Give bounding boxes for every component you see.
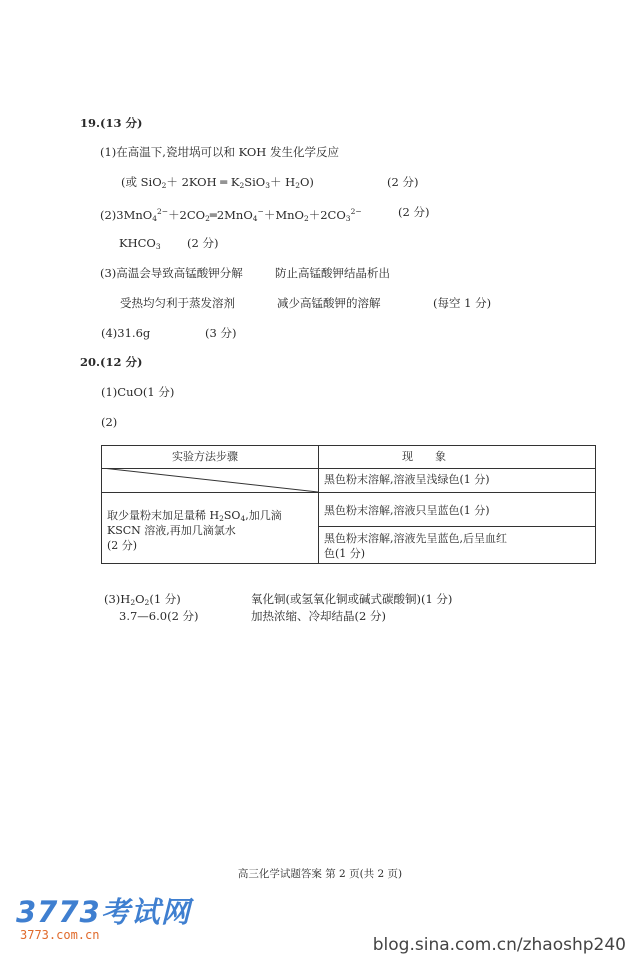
table-method-line2: KSCN 溶液,再加几滴氯水 (107, 524, 236, 537)
table-row-divider-1 (318, 492, 595, 493)
site-logo (16, 896, 191, 942)
q20-part3-ph-range: 3.7—6.0(2 分) (119, 609, 199, 623)
table-header-phenomenon: 现 象 (402, 450, 446, 463)
q20-part2: (2) (101, 415, 118, 429)
table-method-line1: 取少量粉末加足量稀 $H_2SO_4$,加几滴 (107, 509, 282, 523)
table-row1-phenomenon: 黑色粉末溶解,溶液只呈蓝色(1 分) (324, 504, 490, 517)
blog-watermark: blog.sina.com.cn/zhaoshp240 (372, 935, 626, 955)
q19-part3-answer1: (3)高温会导致高锰酸钾分解 (100, 266, 243, 280)
table-method-divider (102, 492, 318, 493)
table-row2-phenomenon-line1: 黑色粉末溶解,溶液先呈蓝色,后呈血红 (324, 532, 507, 545)
q19-equation2: $(2)3MnO_4^{2-}+2CO_2═2MnO_4^-+MnO_2+2CO_3^{2-}$ (100, 207, 362, 223)
q19-part4: (4)31.6g (101, 326, 151, 340)
table-diagonal-line (102, 468, 318, 492)
table-method-line3: (2 分) (107, 539, 138, 552)
q20-part3-h2o2: $(3)H_2O_2(1$ 分) (104, 592, 181, 607)
table-column-divider (318, 446, 319, 563)
logo-domain-text: 3773.com.cn (20, 928, 100, 942)
table-row-divider-2 (318, 526, 595, 527)
q19-part3-answer2: 防止高锰酸钾结晶析出 (275, 266, 390, 280)
page-footer: 高三化学试题答案 第 2 页(共 2 页) (237, 868, 403, 880)
q19-part3-answer4: 减少高锰酸钾的溶解 (277, 296, 381, 310)
q20-part3-reagent: 氧化铜(或氢氧化铜或碱式碳酸铜)(1 分) (251, 592, 453, 606)
q19-part4-score: (3 分) (205, 326, 237, 340)
logo-main-text: 3773考试网 (16, 895, 191, 929)
q19-part3-score: (每空 1 分) (433, 296, 492, 310)
experiment-table (101, 445, 596, 564)
table-row2-phenomenon-line2: 色(1 分) (324, 547, 366, 560)
q19-equation1: (或 SiO$_2$＋ 2KOH ═ $K_2SiO_3+ H_2O$) (121, 175, 314, 190)
q20-part3-procedure: 加热浓缩、冷却结晶(2 分) (251, 609, 386, 623)
table-row0-phenomenon: 黑色粉末溶解,溶液呈浅绿色(1 分) (324, 473, 490, 486)
q19-khco3-score: (2 分) (187, 236, 219, 250)
q19-khco3: $KHCO_3$ (119, 236, 161, 251)
q20-part1: (1)CuO(1 分) (101, 385, 175, 399)
q19-equation2-score: (2 分) (398, 205, 430, 219)
q20-heading: 20.(12 分) (80, 355, 143, 369)
q19-part1: (1)在高温下,瓷坩埚可以和 KOH 发生化学反应 (100, 145, 339, 159)
q19-equation1-score: (2 分) (387, 175, 419, 189)
q19-heading: 19.(13 分) (80, 116, 143, 130)
table-header-method: 实验方法步骤 (172, 450, 238, 463)
q19-part3-answer3: 受热均匀利于蒸发溶剂 (120, 296, 235, 310)
